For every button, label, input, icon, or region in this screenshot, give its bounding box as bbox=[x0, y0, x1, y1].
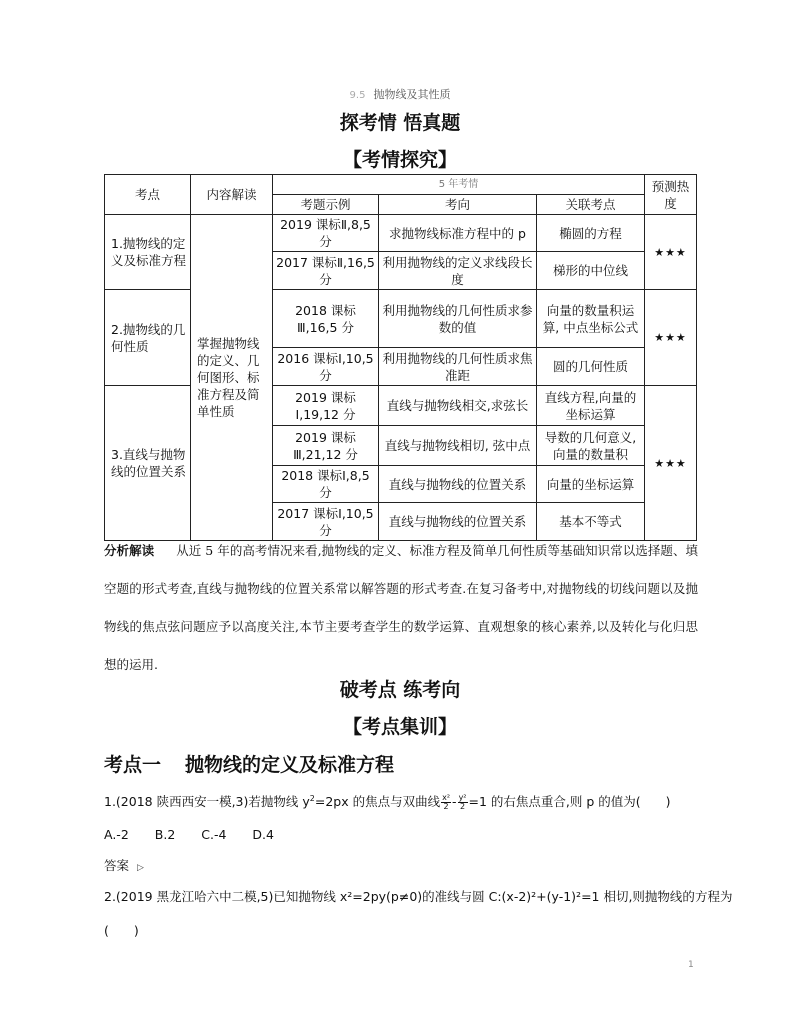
option-c[interactable]: C.-4 bbox=[201, 827, 227, 842]
example-cell: 2019 课标Ⅱ,8,5 分 bbox=[273, 215, 379, 252]
analysis-label: 分析解读 bbox=[104, 543, 155, 558]
analysis-paragraph bbox=[104, 532, 698, 684]
question-1-text-b: =2px 的焦点与双曲线 bbox=[314, 794, 441, 809]
related-cell: 椭圆的方程 bbox=[537, 215, 645, 252]
related-cell: 向量的数量积运算, 中点坐标公式 bbox=[537, 290, 645, 348]
kaodian-cell: 2.抛物线的几何性质 bbox=[105, 290, 191, 386]
related-cell: 基本不等式 bbox=[537, 503, 645, 541]
main-title: 探考情 悟真题 bbox=[339, 112, 461, 134]
section-title: 抛物线及其性质 bbox=[373, 88, 451, 101]
direction-cell: 求抛物线标准方程中的 p bbox=[379, 215, 537, 252]
related-cell: 向量的坐标运算 bbox=[537, 466, 645, 503]
question-1-text-a: 1.(2018 陕西西安一模,3)若抛物线 y bbox=[104, 794, 310, 809]
example-cell: 2019 课标Ⅲ,21,12 分 bbox=[273, 426, 379, 466]
kaodian-label: 考点一 bbox=[104, 754, 162, 776]
table-row bbox=[105, 215, 697, 252]
option-d[interactable]: D.4 bbox=[252, 827, 274, 842]
header-forecast: 预测热度 bbox=[645, 175, 697, 215]
section-number: 9.5 bbox=[349, 90, 366, 101]
example-cell: 2017 课标Ⅰ,10,5 分 bbox=[273, 503, 379, 541]
example-cell: 2016 课标Ⅰ,10,5 分 bbox=[273, 348, 379, 386]
header-five-year: 5 年考情 bbox=[273, 175, 645, 195]
kaodian-heading bbox=[104, 750, 394, 777]
kaodian-title: 抛物线的定义及标准方程 bbox=[185, 754, 395, 776]
example-cell: 2017 课标Ⅱ,16,5 分 bbox=[273, 252, 379, 290]
question-2: 2.(2019 黑龙江哈六中二模,5)已知抛物线 x²=2py(p≠0)的准线与圆 C:(x-2)²+(y-1)²=1 相切,则抛物线的方程为 bbox=[104, 889, 733, 904]
header-example: 考题示例 bbox=[273, 195, 379, 215]
forecast-stars: ★★★ bbox=[645, 386, 697, 541]
header-kaodian: 考点 bbox=[105, 175, 191, 215]
option-a[interactable]: A.-2 bbox=[104, 827, 129, 842]
example-cell: 2018 课标Ⅲ,16,5 分 bbox=[273, 290, 379, 348]
direction-cell: 直线与抛物线的位置关系 bbox=[379, 466, 537, 503]
header-direction: 考向 bbox=[379, 195, 537, 215]
direction-cell: 直线与抛物线相交,求弦长 bbox=[379, 386, 537, 426]
analysis-text: 从近 5 年的高考情况来看,抛物线的定义、标准方程及简单几何性质等基础知识常以选择题、填空题的形式考查,直线与抛物线的位置关系常以解答题的形式考查.在复习备考中,对抛物线的切线问题以及抛物线的焦点弦问题应予以高度关注,本节主要考查学生的数学运算、直观想象的核心素养,以及转化与化归思想的运用. bbox=[104, 543, 698, 672]
section2-title: 破考点 练考向 bbox=[339, 679, 461, 701]
section2-subtitle: 【考点集训】 bbox=[342, 716, 457, 738]
answer-label: 答案 bbox=[104, 858, 130, 873]
question-1-text-c: =1 的右焦点重合,则 p 的值为( ) bbox=[468, 794, 671, 809]
question-2-continuation: ( ) bbox=[104, 923, 139, 938]
fraction-x2-over-2: $\frac{\text{x²}}{2}$ bbox=[442, 793, 451, 811]
related-cell: 导数的几何意义, 向量的数量积 bbox=[537, 426, 645, 466]
direction-cell: 利用抛物线的几何性质求焦准距 bbox=[379, 348, 537, 386]
direction-cell: 利用抛物线的几何性质求参数的值 bbox=[379, 290, 537, 348]
fraction-y2-over-2: $\frac{\text{y²}}{2}$ bbox=[458, 793, 467, 811]
related-cell: 直线方程,向量的坐标运算 bbox=[537, 386, 645, 426]
header-related: 关联考点 bbox=[537, 195, 645, 215]
header-neirong: 内容解读 bbox=[191, 175, 273, 215]
triangle-outline-icon[interactable]: ▷ bbox=[137, 863, 144, 873]
kaodian-cell: 3.直线与抛物线的位置关系 bbox=[105, 386, 191, 541]
direction-cell: 直线与抛物线的位置关系 bbox=[379, 503, 537, 541]
sub-title: 【考情探究】 bbox=[342, 149, 457, 171]
forecast-stars: ★★★ bbox=[645, 215, 697, 290]
question-1-options bbox=[104, 827, 290, 842]
answer-row bbox=[104, 856, 144, 874]
example-cell: 2019 课标Ⅰ,19,12 分 bbox=[273, 386, 379, 426]
forecast-stars: ★★★ bbox=[645, 290, 697, 386]
option-b[interactable]: B.2 bbox=[154, 827, 176, 842]
related-cell: 梯形的中位线 bbox=[537, 252, 645, 290]
section-heading bbox=[0, 86, 800, 102]
direction-cell: 利用抛物线的定义求线段长度 bbox=[379, 252, 537, 290]
direction-cell: 直线与抛物线相切, 弦中点 bbox=[379, 426, 537, 466]
question-1: 1.(2018 陕西西安一模,3)若抛物线 $y^2=2px$ 的焦点与双曲线 $\frac{\text{x²}}{2}$ - $\frac{\text{y²}}{2}$ =1 的右焦点重合,则 p 的值为( ) bbox=[104, 793, 671, 811]
page-number: 1 bbox=[688, 960, 694, 970]
content-reading-cell: 掌握抛物线的定义、几何图形、标准方程及简单性质 bbox=[191, 215, 273, 541]
kaodian-cell: 1.抛物线的定义及标准方程 bbox=[105, 215, 191, 290]
example-cell: 2018 课标Ⅰ,8,5 分 bbox=[273, 466, 379, 503]
exam-analysis-table bbox=[104, 174, 697, 541]
related-cell: 圆的几何性质 bbox=[537, 348, 645, 386]
